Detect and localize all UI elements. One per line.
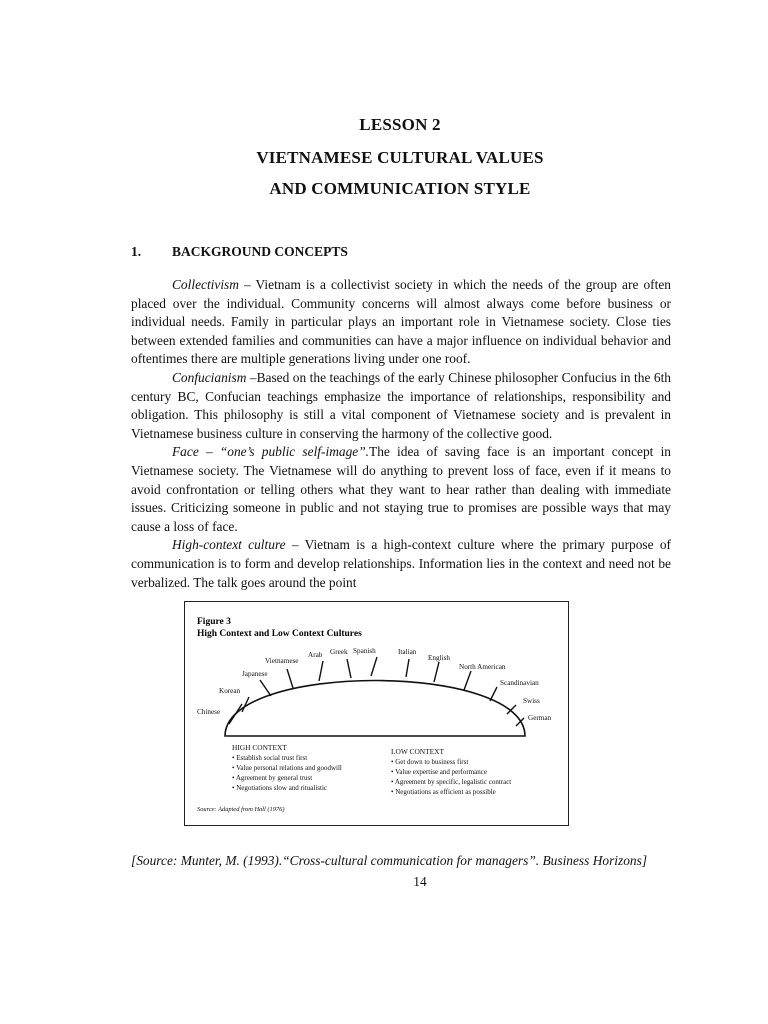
low-context-item: Get down to business first [395, 758, 469, 766]
high-context-item: Negotiations slow and ritualistic [236, 784, 327, 792]
title-line-1: VIETNAMESE CULTURAL VALUES [256, 148, 544, 167]
context-arc [225, 681, 525, 737]
svg-text:• Negotiations as efficient as: • Negotiations as efficient as possible [391, 788, 496, 796]
body-text [131, 276, 671, 592]
low-context-item: Agreement by specific, legalistic contract [394, 778, 512, 786]
low-context-item: Negotiations as efficient as possible [395, 788, 496, 796]
paragraph-confucianism: Confucianism –Based on the teachings of the early Chinese philosopher Confucius in the 6th century BC, Confucian teachings emphasize the importance of relationships, responsibility and obligation. This philosophy is still a vital component of Vietnamese society and is prevalent in Vietnamese business culture in conserving the harmony of the collective good. [131, 369, 671, 441]
culture-label-german: German [528, 714, 552, 722]
low-context-item: Value expertise and performance [395, 768, 488, 776]
tick-chinese [229, 704, 242, 724]
paragraph-high-context: High-context culture – Vietnam is a high-context culture where the primary purpose of communication is to form and develop relationships. Information lies in the context and need not be verbalized. The talk goes around the point [131, 537, 671, 590]
tick-japanese [260, 680, 271, 696]
section-number: 1. [131, 244, 142, 259]
paragraph-collectivism: Collectivism – Vietnam is a collectivist society in which the needs of the group are often placed over the individual. Community concerns will almost always come before business or individual needs. Family in particular plays an important role in Vietnamese society. Close ties between extended families and communities can have a major influence on individual behavior and oftentimes there are multiple generations living under one roof. [131, 277, 671, 367]
lesson-label: LESSON 2 [359, 115, 441, 134]
paragraph-face: Face – “one’s public self-image”.The idea of saving face is an important concept in Vietnamese society. The Vietnamese will do anything to prevent loss of face, even if it means to avoid confrontation or telling others what they want to hear rather than dealing with immediate issues. Criticizing someone in public and not staying true to promises are possible ways that may cause a loss of face. [131, 444, 671, 534]
source-citation: [Source: Munter, M. (1993).“Cross-cultural communication for managers”. Business Horizons] [131, 853, 648, 868]
high-context-item: Value personal relations and goodwill [236, 764, 342, 772]
low-context-list [391, 747, 511, 796]
high-context-heading: HIGH CONTEXT [232, 743, 287, 752]
svg-text:• Agreement by general trust: • Agreement by general trust [232, 774, 313, 782]
tick-north-american [464, 671, 471, 690]
svg-text:• Negotiations slow and ritual: • Negotiations slow and ritualistic [232, 784, 327, 792]
low-context-heading: LOW CONTEXT [391, 747, 445, 756]
culture-label-japanese: Japanese [242, 670, 268, 678]
tick-greek [347, 659, 351, 678]
term-face: Face – “one’s public self-image”. [172, 444, 370, 460]
figure-title: High Context and Low Context Cultures [197, 629, 362, 639]
high-context-item: Agreement by general trust [235, 774, 313, 782]
culture-label-arab: Arab [308, 651, 323, 659]
tick-arab [319, 661, 323, 681]
term-collectivism: Collectivism [172, 277, 239, 292]
culture-label-italian: Italian [398, 648, 417, 656]
figure-source: Source: Adapted from Hall (1976) [197, 806, 285, 813]
culture-label-scandinavian: Scandinavian [500, 679, 539, 687]
svg-text:• Establish social trust first: • Establish social trust first [232, 754, 308, 762]
section-heading [131, 244, 348, 260]
tick-italian [406, 659, 409, 677]
culture-label-spanish: Spanish [353, 647, 376, 655]
figure-high-low-context [184, 601, 569, 826]
svg-text:• Value personal relations and: • Value personal relations and goodwill [232, 764, 342, 772]
page-number: 14 [413, 874, 427, 889]
tick-spanish [371, 657, 377, 676]
culture-label-vietnamese: Vietnamese [265, 657, 299, 665]
svg-text:• Get down to business first: • Get down to business first [391, 758, 469, 766]
svg-text:• Value expertise and performa: • Value expertise and performance [391, 768, 488, 776]
culture-label-english: English [428, 654, 450, 662]
culture-labels [197, 647, 552, 722]
term-high-context: High-context culture [172, 537, 286, 553]
term-confucianism: Confucianism [172, 369, 247, 385]
section-title: BACKGROUND CONCEPTS [172, 244, 348, 259]
tick-scandinavian [490, 687, 497, 701]
tick-vietnamese [287, 669, 293, 688]
high-context-list [232, 743, 342, 792]
culture-label-greek: Greek [330, 648, 348, 656]
culture-label-korean: Korean [219, 687, 241, 695]
tick-english [434, 662, 439, 682]
culture-label-north-american: North American [459, 663, 506, 671]
title-line-2: AND COMMUNICATION STYLE [269, 179, 531, 198]
culture-label-swiss: Swiss [523, 697, 540, 705]
figure-label: Figure 3 [197, 617, 231, 627]
svg-text:• Agreement by specific, legal: • Agreement by specific, legalistic contract [391, 778, 512, 786]
culture-label-chinese: Chinese [197, 708, 221, 716]
figure-diagram [185, 602, 567, 824]
high-context-item: Establish social trust first [236, 754, 308, 762]
